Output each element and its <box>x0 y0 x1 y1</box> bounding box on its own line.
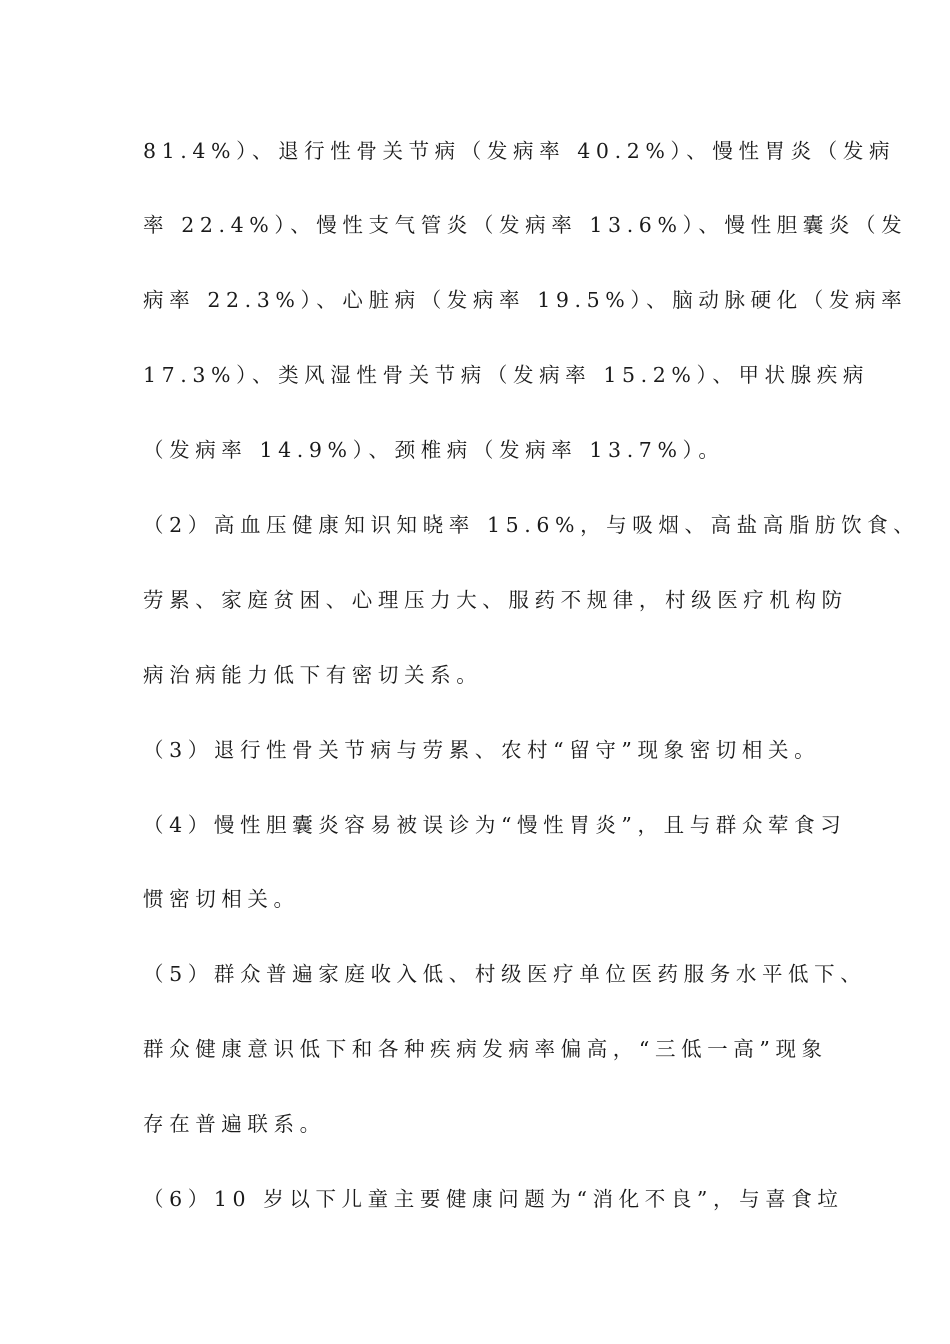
text-line: 劳累、家庭贫困、心理压力大、服药不规律，村级医疗机构防 <box>143 588 848 612</box>
paragraph-2-line: （2）高血压健康知识知晓率 15.6%，与吸烟、高盐高脂肪饮食、 <box>143 513 920 537</box>
paragraph-5-line: （5）群众普遍家庭收入低、村级医疗单位医药服务水平低下、 <box>143 962 867 986</box>
text-line: 81.4%）、退行性骨关节病（发病率 40.2%）、慢性胃炎（发病 <box>143 139 896 163</box>
paragraph-6-line: （6）10 岁以下儿童主要健康问题为“消化不良”，与喜食垃 <box>143 1187 844 1211</box>
text-line: （发病率 14.9%）、颈椎病（发病率 13.7%）。 <box>143 438 725 462</box>
text-line: 存在普遍联系。 <box>143 1112 326 1136</box>
text-line: 病治病能力低下有密切关系。 <box>143 663 483 687</box>
text-line: 群众健康意识低下和各种疾病发病率偏高，“三低一高”现象 <box>143 1037 828 1061</box>
text-line: 17.3%）、类风湿性骨关节病（发病率 15.2%）、甲状腺疾病 <box>143 363 869 387</box>
paragraph-3-line: （3）退行性骨关节病与劳累、农村“留守”现象密切相关。 <box>143 738 821 762</box>
text-line: 率 22.4%）、慢性支气管炎（发病率 13.6%）、慢性胆囊炎（发 <box>143 213 908 237</box>
text-line: 惯密切相关。 <box>143 887 300 911</box>
text-line: 病率 22.3%）、心脏病（发病率 19.5%）、脑动脉硬化（发病率 <box>143 288 908 312</box>
paragraph-4-line: （4）慢性胆囊炎容易被误诊为“慢性胃炎”，且与群众荤食习 <box>143 813 847 837</box>
